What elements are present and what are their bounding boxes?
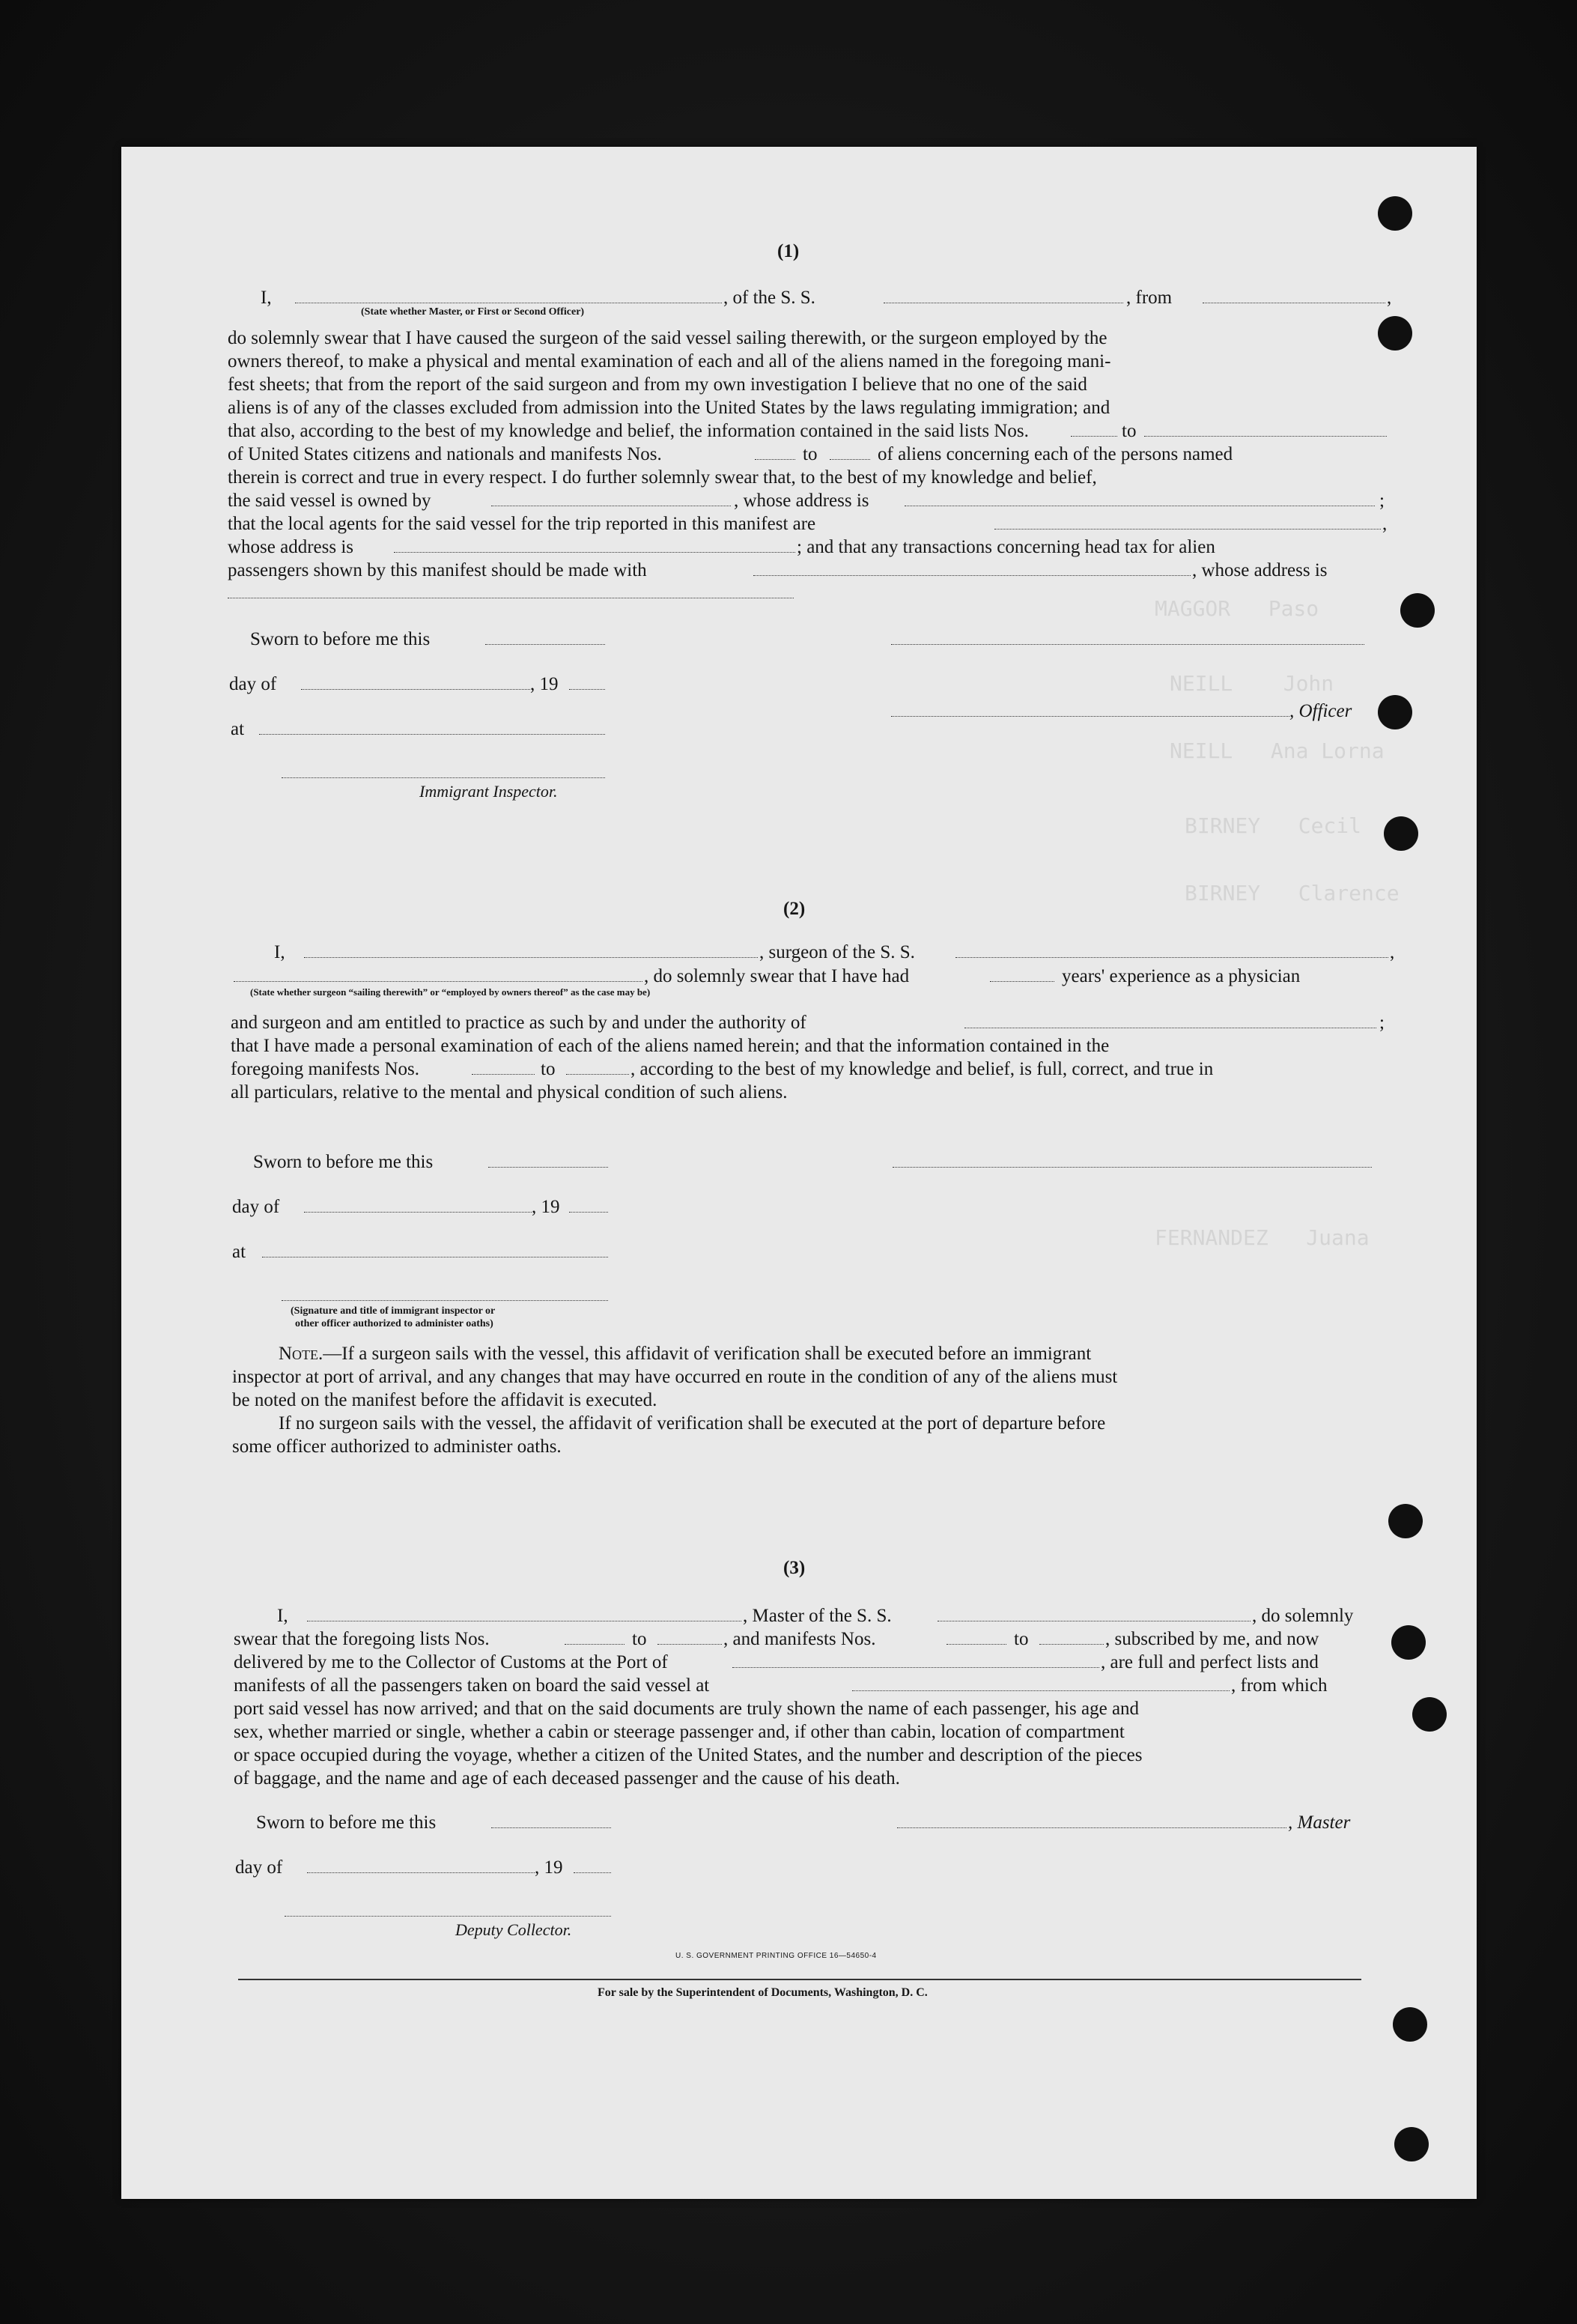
text: to (803, 444, 818, 464)
year-blank[interactable] (569, 689, 605, 690)
text: ; (1379, 491, 1385, 511)
officer-label: , Officer (1289, 701, 1352, 721)
text: , whose address is (1192, 560, 1328, 580)
text: to (1014, 1629, 1029, 1649)
field-caption: (State whether surgeon “sailing therewith” or “employed by owners thereof” as the case may be) (250, 986, 651, 998)
deputy-signature-blank[interactable] (285, 1916, 611, 1917)
years-experience-blank[interactable] (990, 981, 1054, 982)
text: to (1122, 421, 1137, 441)
surgeon-status-blank[interactable] (234, 981, 642, 982)
text: Sworn to before me this (250, 629, 431, 649)
text: passengers shown by this manifest should be made with (228, 560, 647, 580)
inspector-signature-blank[interactable] (282, 777, 605, 778)
section-number: (1) (777, 241, 800, 261)
text: of baggage, and the name and age of each deceased passenger and the cause of his death. (234, 1768, 900, 1788)
surgeon-manifests-from-blank[interactable] (472, 1074, 535, 1075)
text: I, (277, 1606, 288, 1626)
text: of aliens concerning each of the persons named (878, 444, 1233, 464)
text: that I have made a personal examination of each of the aliens named herein; and that the information contained in the (231, 1036, 1110, 1056)
master-label: , Master (1288, 1812, 1351, 1833)
signature-caption: (Signature and title of immigrant inspector or (291, 1305, 496, 1317)
manifests-to-blank[interactable] (1039, 1644, 1104, 1645)
inspector-label: Immigrant Inspector. (419, 782, 558, 801)
text: , of the S. S. (723, 288, 815, 308)
surgeon-signature-blank[interactable] (893, 1167, 1372, 1168)
text: aliens is of any of the classes excluded from admission into the United States by the laws regulating immigration; and (228, 398, 1110, 418)
text: do solemnly swear that I have caused the surgeon of the said vessel sailing therewith, or the surgeon employed by the (228, 328, 1107, 348)
at-place-blank[interactable] (259, 734, 605, 735)
bleed-through-text: NEILL John (1170, 671, 1334, 696)
surgeon-manifests-to-blank[interactable] (566, 1074, 629, 1075)
master-signature-blank[interactable] (897, 1827, 1286, 1828)
day-month-blank[interactable] (307, 1872, 535, 1873)
text: to (541, 1059, 556, 1079)
text: day of (229, 674, 277, 694)
section-number: (3) (783, 1558, 806, 1578)
text: I, (261, 288, 272, 308)
deputy-label: Deputy Collector. (455, 1920, 572, 1939)
sale-notice: For sale by the Superintendent of Documents, Washington, D. C. (598, 1986, 928, 1999)
lists-from-blank[interactable] (1071, 436, 1117, 437)
lists-to-blank[interactable] (1144, 436, 1387, 437)
punch-hole (1400, 593, 1435, 628)
text: ; and that any transactions concerning head tax for alien (797, 537, 1215, 557)
manifests-from-blank[interactable] (755, 459, 795, 460)
sworn-date-blank[interactable] (488, 1167, 608, 1168)
text: at (232, 1242, 246, 1262)
local-agents-blank[interactable] (994, 529, 1381, 530)
text: foregoing manifests Nos. (231, 1059, 420, 1079)
departure-port-blank[interactable] (852, 1690, 1230, 1691)
text: , (1390, 942, 1395, 962)
sworn-date-blank[interactable] (485, 644, 605, 645)
text: , whose address is (734, 491, 869, 511)
punch-hole (1384, 816, 1418, 851)
punch-hole (1393, 2007, 1427, 2042)
text: , from which (1231, 1675, 1328, 1696)
bleed-through-text: FERNANDEZ Juana (1155, 1225, 1370, 1250)
surgeon-vessel-blank[interactable] (955, 957, 1388, 958)
year-blank[interactable] (569, 1212, 608, 1213)
text: of United States citizens and nationals and manifests Nos. (228, 444, 662, 464)
text: that the local agents for the said vessel for the trip reported in this manifest are (228, 514, 816, 534)
printer-imprint: U. S. GOVERNMENT PRINTING OFFICE 16—54650-4 (675, 1952, 877, 1960)
note-line: inspector at port of arrival, and any changes that may have occurred en route in the condition of any of the aliens must (232, 1367, 1118, 1387)
text: , Master of the S. S. (743, 1606, 892, 1626)
officer-title-blank[interactable] (891, 716, 1289, 717)
text: years' experience as a physician (1062, 966, 1301, 986)
text: port said vessel has now arrived; and that on the said documents are truly shown the name of each passenger, his age and (234, 1699, 1140, 1719)
text: I, (274, 942, 285, 962)
text: , 19 (530, 674, 559, 694)
note-line: some officer authorized to administer oaths. (232, 1436, 562, 1457)
text: all particulars, relative to the mental and physical condition of such aliens. (231, 1082, 788, 1102)
day-month-blank[interactable] (301, 689, 530, 690)
punch-hole (1378, 695, 1412, 729)
note-label: Note. (279, 1344, 323, 1364)
text: , and manifests Nos. (723, 1629, 876, 1649)
agents-address-blank[interactable] (394, 552, 795, 553)
text: at (231, 719, 245, 739)
port-blank[interactable] (732, 1667, 1099, 1668)
text: , do solemnly (1252, 1606, 1354, 1626)
text: , 19 (535, 1857, 563, 1878)
signature-caption: other officer authorized to administer oaths) (295, 1318, 493, 1329)
day-month-blank[interactable] (304, 1212, 532, 1213)
text: manifests of all the passengers taken on board the said vessel at (234, 1675, 710, 1696)
footer-rule (238, 1979, 1361, 1980)
note-line: —If a surgeon sails with the vessel, this affidavit of verification shall be executed before an immigrant (323, 1344, 1092, 1364)
text: , subscribed by me, and now (1105, 1629, 1319, 1649)
surgeon-name-blank[interactable] (304, 957, 758, 958)
form-page (121, 147, 1477, 2199)
section-number: (2) (783, 899, 806, 919)
manifests-from-blank[interactable] (946, 1644, 1006, 1645)
text: that also, according to the best of my knowledge and belief, the information contained in the said lists Nos. (228, 421, 1029, 441)
text: , (1382, 514, 1388, 534)
punch-hole (1378, 196, 1412, 231)
text: , (1387, 288, 1392, 308)
text: therein is correct and true in every respect. I do further solemnly swear that, to the best of my knowledge and belief, (228, 467, 1097, 488)
note-line: be noted on the manifest before the affidavit is executed. (232, 1390, 657, 1410)
officer-signature-blank[interactable] (891, 644, 1364, 645)
text: , surgeon of the S. S. (759, 942, 915, 962)
note-line: If no surgeon sails with the vessel, the affidavit of verification shall be executed at the port of departure before (279, 1413, 1106, 1433)
punch-hole (1391, 1625, 1426, 1660)
text: the said vessel is owned by (228, 491, 431, 511)
lists-from-blank[interactable] (565, 1644, 625, 1645)
text: Sworn to before me this (253, 1152, 434, 1172)
punch-hole (1412, 1697, 1447, 1732)
text: or space occupied during the voyage, whether a citizen of the United States, and the number and description of the pieces (234, 1745, 1143, 1765)
bleed-through-text: BIRNEY Clarence (1185, 881, 1400, 905)
manifests-to-blank[interactable] (830, 459, 870, 460)
text: sex, whether married or single, whether a cabin or steerage passenger and, if other than cabin, location of compartment (234, 1722, 1125, 1742)
text: delivered by me to the Collector of Customs at the Port of (234, 1652, 668, 1672)
text: and surgeon and am entitled to practice as such by and under the authority of (231, 1013, 806, 1033)
text: day of (235, 1857, 283, 1878)
text: , 19 (532, 1197, 560, 1217)
text: day of (232, 1197, 280, 1217)
bleed-through-text: MAGGOR Paso (1155, 596, 1319, 621)
officer-signature-blank[interactable] (282, 1300, 608, 1301)
head-tax-agent-blank[interactable] (753, 575, 1191, 576)
year-blank[interactable] (574, 1872, 611, 1873)
text: owners thereof, to make a physical and mental examination of each and all of the aliens named in the foregoing mani- (228, 351, 1111, 371)
text: , according to the best of my knowledge and belief, is full, correct, and true in (631, 1059, 1214, 1079)
text: to (632, 1629, 647, 1649)
sworn-date-blank[interactable] (491, 1827, 611, 1828)
punch-hole (1388, 1504, 1423, 1538)
text: whose address is (228, 537, 354, 557)
text: , do solemnly swear that I have had (644, 966, 910, 986)
note-text (279, 1342, 1091, 1365)
text: Sworn to before me this (256, 1812, 437, 1833)
text: , are full and perfect lists and (1101, 1652, 1319, 1672)
field-caption: (State whether Master, or First or Second Officer) (361, 306, 585, 318)
text: swear that the foregoing lists Nos. (234, 1629, 490, 1649)
bleed-through-text: NEILL Ana Lorna (1170, 738, 1385, 763)
lists-to-blank[interactable] (657, 1644, 722, 1645)
punch-hole (1394, 2127, 1429, 2161)
bleed-through-text: BIRNEY Cecil (1185, 813, 1362, 838)
text: fest sheets; that from the report of the said surgeon and from my own investigation I believe that no one of the said (228, 374, 1087, 395)
text: , from (1126, 288, 1173, 308)
text: ; (1379, 1013, 1385, 1033)
